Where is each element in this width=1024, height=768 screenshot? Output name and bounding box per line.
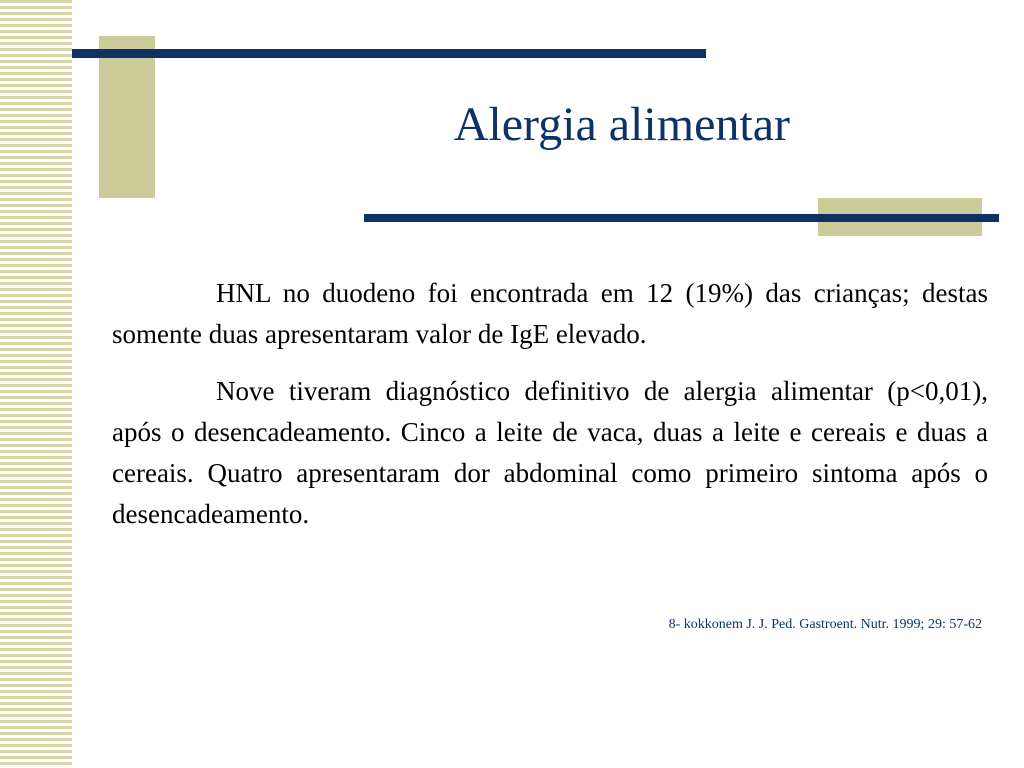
bottom-navy-rule <box>364 214 999 222</box>
paragraph-1: HNL no duodeno foi encontrada em 12 (19%) das crianças; destas somente duas apresentaram valor de IgE elevado. <box>112 278 988 349</box>
left-stripe-decoration <box>0 0 72 768</box>
citation: 8- kokkonem J. J. Ped. Gastroent. Nutr. 1999; 29: 57-62 <box>668 617 982 632</box>
slide-body <box>112 273 988 551</box>
slide-title: Alergia alimentar <box>453 98 790 151</box>
top-khaki-square <box>99 36 155 198</box>
paragraph-2: Nove tiveram diagnóstico definitivo de alergia alimentar (p<0,01), após o desencadeamento. Cinco a leite de vaca, duas a leite e cereais e duas a cereais. Quatro apresentaram dor abdominal como primeiro sintoma após o desencadeamento. <box>112 376 988 529</box>
top-navy-rule <box>72 49 706 58</box>
